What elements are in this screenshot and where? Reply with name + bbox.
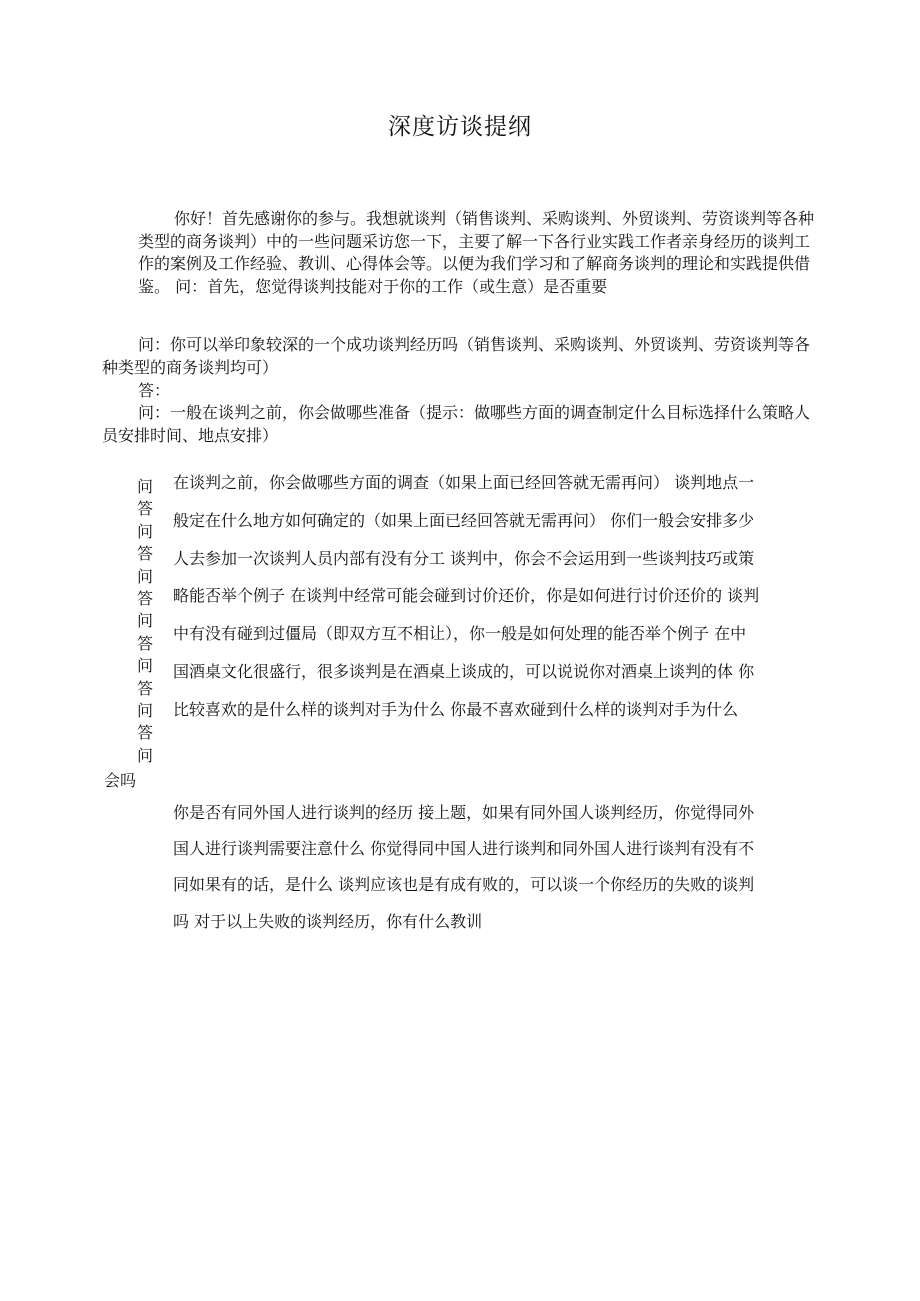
question-line: 比较喜欢的是什么样的谈判对手为什么 你最不喜欢碰到什么样的谈判对手为什么 xyxy=(173,699,739,719)
question-successful-negotiation: 问：你可以举印象较深的一个成功谈判经历吗（销售谈判、采购谈判、外贸谈判、劳资谈判等各种类型的商务谈判均可） xyxy=(102,335,811,377)
qa-column-tail: 会吗 xyxy=(104,771,137,790)
qa-label-column xyxy=(137,476,157,767)
qa-label: 问 xyxy=(137,656,154,676)
qa-label: 答 xyxy=(137,544,154,564)
question-line: 同如果有的话，是什么 谈判应该也是有成有败的，可以谈一个你经历的失败的谈判 xyxy=(173,875,755,895)
question-line: 人去参加一次谈判人员内部有没有分工 谈判中，你会不会运用到一些谈判技巧或策 xyxy=(173,548,755,568)
qa-label: 问 xyxy=(137,566,154,586)
question-block-2 xyxy=(173,800,823,945)
question-line: 中有没有碰到过僵局（即双方互不相让），你一般是如何处理的能否举个例子 在中 xyxy=(173,624,747,644)
qa-label: 问 xyxy=(137,611,154,631)
question-line: 般定在什么地方如何确定的（如果上面已经回答就无需再问） 你们一般会安排多少 xyxy=(173,510,755,530)
qa-label: 答 xyxy=(137,633,154,653)
question-block-1 xyxy=(173,470,823,735)
question-line: 国酒桌文化很盛行，很多谈判是在酒桌上谈成的，可以说说你对酒桌上谈判的体 你 xyxy=(173,661,755,681)
qa-label: 答 xyxy=(137,723,154,743)
answer-label: 答： xyxy=(138,381,171,400)
qa-label: 答 xyxy=(137,499,154,519)
question-preparation: 问：一般在谈判之前，你会做哪些准备（提示：做哪些方面的调查制定什么目标选择什么策略人员安排时间、地点安排） xyxy=(102,403,811,445)
question-line: 你是否有同外国人进行谈判的经历 接上题，如果有同外国人谈判经历，你觉得同外 xyxy=(173,803,755,822)
qa-label: 问 xyxy=(137,477,154,496)
qa-label: 问 xyxy=(137,701,154,721)
document-title: 深度访谈提纲 xyxy=(388,114,532,140)
qa-label: 问 xyxy=(137,745,154,765)
question-line: 在谈判之前，你会做哪些方面的调查（如果上面已经回答就无需再问） 谈判地点一 xyxy=(173,473,755,492)
question-line: 国人进行谈判需要注意什么 你觉得同中国人进行谈判和同外国人进行谈判有没有不 xyxy=(173,839,755,859)
qa-label: 问 xyxy=(137,521,154,541)
intro-paragraph: 你好！首先感谢你的参与。我想就谈判（销售谈判、采购谈判、外贸谈判、劳资谈判等各种类型的商务谈判）中的一些问题采访您一下，主要了解一下各行业实践工作者亲身经历的谈判工作的案例及工作经验、教训、心得体会等。以便为我们学习和了解商务谈判的理论和实践提供借鉴。 问：首先，您觉得谈判技能对于你的工作（或生意）是否重要 xyxy=(138,209,815,296)
qa-label: 答 xyxy=(137,678,154,698)
qa-label: 答 xyxy=(137,589,154,609)
question-line: 吗 对于以上失败的谈判经历，你有什么教训 xyxy=(173,911,483,931)
question-line: 略能否举个例子 在谈判中经常可能会碰到讨价还价，你是如何进行讨价还价的 谈判 xyxy=(173,586,760,606)
